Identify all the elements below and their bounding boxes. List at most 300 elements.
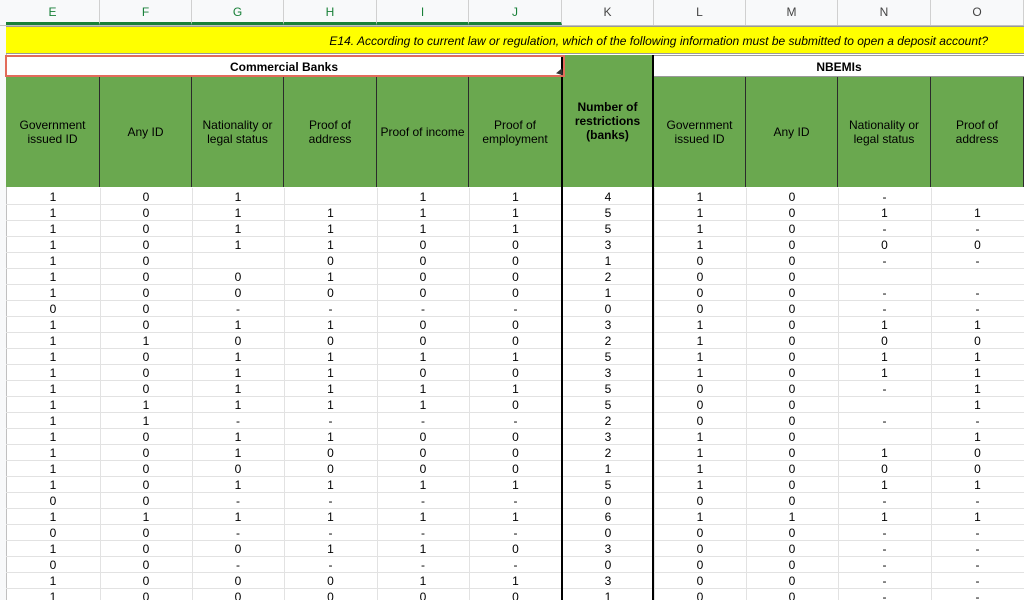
data-cell-e[interactable]: 1 (49, 270, 57, 284)
data-cell-l[interactable]: 0 (696, 286, 704, 300)
data-cell-l[interactable]: 0 (696, 542, 704, 556)
data-cell-h[interactable]: 1 (327, 542, 334, 556)
data-cell-h[interactable]: 1 (327, 510, 334, 524)
data-cell-k[interactable]: 4 (604, 190, 612, 204)
data-cell-i[interactable]: 1 (419, 190, 427, 204)
data-cell-g[interactable]: 0 (234, 590, 242, 600)
data-cell-i[interactable]: - (421, 414, 425, 428)
data-cell-l[interactable]: 0 (696, 414, 704, 428)
data-cell-k[interactable]: 2 (604, 270, 612, 284)
data-cell-k[interactable]: 5 (604, 382, 612, 396)
data-cell-l[interactable]: 1 (696, 462, 704, 476)
data-cell-n[interactable]: - (882, 590, 887, 600)
data-cell-l[interactable]: 0 (696, 254, 704, 268)
data-cell-m[interactable]: 0 (788, 334, 796, 348)
data-cell-o[interactable]: - (975, 558, 980, 572)
data-cell-n[interactable]: - (882, 542, 887, 556)
data-cell-l[interactable]: 1 (696, 190, 704, 204)
data-cell-n[interactable] (838, 429, 931, 445)
data-cell-k[interactable]: 5 (604, 222, 612, 236)
data-cell-e[interactable]: 1 (49, 238, 57, 252)
data-cell-e[interactable]: 1 (49, 414, 57, 428)
data-cell-n[interactable]: 1 (881, 318, 888, 332)
data-cell-f[interactable]: 0 (142, 286, 150, 300)
data-cell-o[interactable]: - (975, 254, 980, 268)
data-cell-j[interactable]: 0 (512, 398, 519, 412)
data-cell-g[interactable]: 0 (234, 574, 242, 588)
data-cell-g[interactable]: 1 (234, 398, 242, 412)
data-cell-l[interactable]: 1 (696, 238, 704, 252)
header-cell-e[interactable]: Government issued ID (6, 77, 100, 187)
data-cell-i[interactable]: 0 (419, 254, 427, 268)
data-cell-i[interactable]: - (421, 558, 425, 572)
data-cell-j[interactable]: 1 (512, 574, 519, 588)
data-cell-g[interactable]: 1 (234, 446, 242, 460)
data-cell-o[interactable]: 1 (974, 478, 981, 492)
data-cell-g[interactable]: - (236, 526, 240, 540)
data-cell-g[interactable]: 1 (234, 206, 242, 220)
data-cell-i[interactable]: 1 (419, 510, 427, 524)
data-cell-g[interactable]: 0 (234, 542, 242, 556)
column-header-h[interactable]: H (284, 0, 377, 25)
data-cell-i[interactable]: 0 (419, 286, 427, 300)
data-cell-j[interactable]: - (513, 302, 518, 316)
data-cell-e[interactable]: 0 (49, 302, 57, 316)
data-cell-e[interactable]: 1 (49, 318, 57, 332)
column-header-i[interactable]: I (377, 0, 469, 25)
data-cell-h[interactable]: 1 (327, 318, 334, 332)
data-cell-k[interactable]: 1 (604, 590, 612, 600)
data-cell-h[interactable]: 1 (327, 398, 334, 412)
data-cell-i[interactable]: 0 (419, 462, 427, 476)
data-cell-m[interactable]: 0 (788, 494, 796, 508)
data-cell-j[interactable]: 1 (512, 222, 519, 236)
header-cell-j[interactable]: Proof of employment (469, 77, 562, 187)
data-cell-m[interactable]: 0 (788, 318, 796, 332)
data-cell-g[interactable]: 1 (234, 238, 242, 252)
data-cell-k[interactable]: 2 (604, 446, 612, 460)
data-cell-l[interactable]: 1 (696, 430, 704, 444)
data-cell-h[interactable]: 0 (327, 286, 334, 300)
data-cell-j[interactable]: 0 (512, 270, 519, 284)
data-cell-o[interactable]: - (975, 542, 980, 556)
data-cell-k[interactable]: 0 (604, 302, 612, 316)
data-cell-f[interactable]: 1 (142, 398, 150, 412)
data-cell-j[interactable]: 0 (512, 590, 519, 600)
data-cell-e[interactable]: 1 (49, 398, 57, 412)
data-cell-j[interactable]: 1 (512, 190, 519, 204)
data-cell-k[interactable]: 3 (604, 318, 612, 332)
data-cell-o[interactable]: 0 (974, 238, 981, 252)
data-cell-m[interactable]: 0 (788, 222, 796, 236)
data-cell-f[interactable]: 1 (142, 334, 150, 348)
column-header-f[interactable]: F (100, 0, 192, 25)
data-cell-i[interactable]: 1 (419, 382, 427, 396)
data-cell-k[interactable]: 3 (604, 542, 612, 556)
data-cell-f[interactable]: 0 (142, 366, 150, 380)
data-cell-l[interactable]: 1 (696, 350, 704, 364)
data-cell-i[interactable]: 1 (419, 574, 427, 588)
data-cell-l[interactable]: 1 (696, 222, 704, 236)
data-cell-e[interactable]: 1 (49, 446, 57, 460)
header-cell-n[interactable]: Nationality or legal status (838, 77, 931, 187)
data-cell-e[interactable]: 1 (49, 286, 57, 300)
column-header-j[interactable]: J (469, 0, 562, 25)
data-cell-i[interactable]: - (421, 302, 425, 316)
data-cell-n[interactable]: 1 (881, 510, 888, 524)
data-cell-l[interactable]: 1 (696, 366, 704, 380)
data-cell-m[interactable]: 0 (788, 238, 796, 252)
data-cell-m[interactable]: 0 (788, 574, 796, 588)
data-cell-m[interactable]: 0 (788, 478, 796, 492)
data-cell-h[interactable]: 0 (327, 446, 334, 460)
data-cell-o[interactable]: - (975, 574, 980, 588)
data-cell-j[interactable]: - (513, 494, 518, 508)
data-cell-m[interactable]: 0 (788, 542, 796, 556)
data-cell-m[interactable]: 0 (788, 302, 796, 316)
data-cell-o[interactable]: - (975, 414, 980, 428)
data-cell-e[interactable]: 1 (49, 254, 57, 268)
data-cell-g[interactable]: 0 (234, 270, 242, 284)
data-cell-i[interactable]: 0 (419, 318, 427, 332)
data-cell-h[interactable]: - (328, 302, 333, 316)
data-cell-e[interactable]: 1 (49, 430, 57, 444)
data-cell-j[interactable]: 0 (512, 254, 519, 268)
data-cell-n[interactable]: 1 (881, 350, 888, 364)
data-cell-i[interactable]: 1 (419, 478, 427, 492)
data-cell-m[interactable]: 0 (788, 398, 796, 412)
data-cell-j[interactable]: 1 (512, 382, 519, 396)
data-cell-i[interactable]: 1 (419, 398, 427, 412)
data-cell-n[interactable]: 1 (881, 478, 888, 492)
data-cell-m[interactable]: 0 (788, 350, 796, 364)
data-cell-e[interactable]: 1 (49, 350, 57, 364)
data-cell-n[interactable] (838, 397, 931, 413)
data-cell-e[interactable]: 1 (49, 590, 57, 600)
data-cell-l[interactable]: 0 (696, 574, 704, 588)
data-cell-i[interactable]: - (421, 526, 425, 540)
data-cell-g[interactable]: 1 (234, 478, 242, 492)
data-cell-e[interactable]: 1 (49, 382, 57, 396)
data-cell-n[interactable]: 1 (881, 446, 888, 460)
data-cell-o[interactable]: - (975, 590, 980, 600)
data-cell-i[interactable]: 0 (419, 430, 427, 444)
data-cell-g[interactable]: 1 (234, 350, 242, 364)
data-cell-f[interactable]: 0 (142, 494, 150, 508)
data-cell-o[interactable]: 1 (974, 318, 981, 332)
data-cell-m[interactable]: 0 (788, 190, 796, 204)
data-cell-f[interactable]: 0 (142, 350, 150, 364)
data-cell-n[interactable]: - (882, 558, 887, 572)
data-cell-l[interactable]: 0 (696, 590, 704, 600)
data-cell-j[interactable]: 0 (512, 542, 519, 556)
data-cell-h[interactable]: 1 (327, 222, 334, 236)
column-header-o[interactable]: O (931, 0, 1024, 25)
header-cell-l[interactable]: Government issued ID (654, 77, 746, 187)
data-cell-f[interactable]: 0 (142, 270, 150, 284)
data-cell-n[interactable]: - (882, 286, 887, 300)
data-cell-m[interactable]: 0 (788, 446, 796, 460)
data-cell-l[interactable]: 1 (696, 206, 704, 220)
data-cell-j[interactable]: 0 (512, 238, 519, 252)
data-cell-j[interactable]: 0 (512, 286, 519, 300)
data-cell-g[interactable]: - (236, 414, 240, 428)
data-cell-k[interactable]: 2 (604, 334, 612, 348)
data-cell-i[interactable]: 0 (419, 270, 427, 284)
data-cell-m[interactable]: 0 (788, 462, 796, 476)
data-cell-k[interactable]: 3 (604, 238, 612, 252)
data-cell-f[interactable]: 0 (142, 478, 150, 492)
data-cell-h[interactable]: 1 (327, 430, 334, 444)
data-cell-n[interactable]: - (882, 494, 887, 508)
column-header-e[interactable]: E (6, 0, 100, 25)
data-cell-m[interactable]: 0 (788, 558, 796, 572)
data-cell-k[interactable]: 1 (604, 462, 612, 476)
data-cell-o[interactable]: 1 (974, 398, 981, 412)
data-cell-k[interactable]: 3 (604, 366, 612, 380)
data-cell-g[interactable] (192, 253, 284, 269)
data-cell-n[interactable]: - (882, 414, 887, 428)
data-cell-m[interactable]: 1 (788, 510, 796, 524)
data-cell-e[interactable]: 0 (49, 526, 57, 540)
column-header-g[interactable]: G (192, 0, 284, 25)
data-cell-i[interactable]: 1 (419, 206, 427, 220)
data-cell-m[interactable]: 0 (788, 366, 796, 380)
data-cell-i[interactable]: 0 (419, 238, 427, 252)
data-cell-h[interactable]: 0 (327, 590, 334, 600)
data-cell-o[interactable] (931, 269, 1024, 285)
data-cell-k[interactable]: 5 (604, 478, 612, 492)
data-cell-j[interactable]: 0 (512, 430, 519, 444)
data-cell-m[interactable]: 0 (788, 382, 796, 396)
header-cell-m[interactable]: Any ID (746, 77, 838, 187)
data-cell-e[interactable]: 1 (49, 334, 57, 348)
data-cell-h[interactable] (284, 189, 377, 205)
data-cell-g[interactable]: - (236, 302, 240, 316)
data-cell-n[interactable]: 0 (881, 334, 888, 348)
data-cell-e[interactable]: 1 (49, 478, 57, 492)
data-cell-n[interactable]: - (882, 382, 887, 396)
data-cell-j[interactable]: 0 (512, 334, 519, 348)
data-cell-n[interactable]: - (882, 190, 887, 204)
data-cell-e[interactable]: 0 (49, 494, 57, 508)
data-cell-i[interactable]: 0 (419, 334, 427, 348)
data-cell-l[interactable]: 1 (696, 478, 704, 492)
data-cell-j[interactable]: 0 (512, 318, 519, 332)
data-cell-k[interactable]: 6 (604, 510, 612, 524)
data-cell-j[interactable]: 1 (512, 206, 519, 220)
data-cell-g[interactable]: 0 (234, 462, 242, 476)
data-cell-e[interactable]: 0 (49, 558, 57, 572)
data-cell-l[interactable]: 0 (696, 270, 704, 284)
column-header-k[interactable]: K (562, 0, 654, 25)
data-cell-l[interactable]: 0 (696, 558, 704, 572)
data-cell-l[interactable]: 1 (696, 318, 704, 332)
data-cell-i[interactable]: - (421, 494, 425, 508)
data-cell-m[interactable]: 0 (788, 526, 796, 540)
data-cell-o[interactable]: 1 (974, 206, 981, 220)
data-cell-l[interactable]: 1 (696, 446, 704, 460)
data-cell-o[interactable]: - (975, 222, 980, 236)
data-cell-o[interactable]: - (975, 494, 980, 508)
data-cell-k[interactable]: 0 (604, 494, 612, 508)
data-cell-o[interactable]: 1 (974, 350, 981, 364)
data-cell-h[interactable]: - (328, 558, 333, 572)
data-cell-l[interactable]: 1 (696, 510, 704, 524)
data-cell-i[interactable]: 1 (419, 222, 427, 236)
data-cell-e[interactable]: 1 (49, 510, 57, 524)
data-cell-f[interactable]: 0 (142, 430, 150, 444)
data-cell-n[interactable]: - (882, 222, 887, 236)
data-cell-o[interactable]: - (975, 526, 980, 540)
data-cell-f[interactable]: 0 (142, 302, 150, 316)
data-cell-l[interactable]: 0 (696, 302, 704, 316)
data-cell-f[interactable]: 0 (142, 526, 150, 540)
data-cell-j[interactable]: 0 (512, 366, 519, 380)
data-cell-n[interactable]: - (882, 574, 887, 588)
data-cell-h[interactable]: 0 (327, 254, 334, 268)
data-cell-f[interactable]: 0 (142, 574, 150, 588)
data-cell-f[interactable]: 0 (142, 318, 150, 332)
data-cell-f[interactable]: 0 (142, 462, 150, 476)
data-cell-h[interactable]: 0 (327, 334, 334, 348)
data-cell-k[interactable]: 5 (604, 206, 612, 220)
data-cell-h[interactable]: 1 (327, 478, 334, 492)
group-header-commercial-banks[interactable]: Commercial Banks (6, 55, 562, 77)
data-cell-n[interactable]: - (882, 526, 887, 540)
data-cell-f[interactable]: 0 (142, 590, 150, 600)
data-cell-j[interactable]: - (513, 558, 518, 572)
data-cell-g[interactable]: 1 (234, 318, 242, 332)
data-cell-h[interactable]: 1 (327, 350, 334, 364)
data-cell-h[interactable]: 1 (327, 206, 334, 220)
header-cell-i[interactable]: Proof of income (377, 77, 469, 187)
data-cell-e[interactable]: 1 (49, 206, 57, 220)
data-cell-o[interactable]: 0 (974, 334, 981, 348)
data-cell-o[interactable]: - (975, 302, 980, 316)
data-cell-h[interactable]: 0 (327, 462, 334, 476)
data-cell-k[interactable]: 3 (604, 430, 612, 444)
data-cell-k[interactable]: 0 (604, 558, 612, 572)
data-cell-g[interactable]: 0 (234, 334, 242, 348)
data-cell-h[interactable]: 1 (327, 270, 334, 284)
data-cell-g[interactable]: 0 (234, 286, 242, 300)
data-cell-j[interactable]: 1 (512, 478, 519, 492)
data-cell-o[interactable]: 1 (974, 430, 981, 444)
data-cell-k[interactable]: 5 (604, 350, 612, 364)
data-cell-n[interactable] (838, 269, 931, 285)
header-cell-f[interactable]: Any ID (100, 77, 192, 187)
data-cell-h[interactable]: - (328, 414, 333, 428)
data-cell-l[interactable]: 0 (696, 398, 704, 412)
data-cell-i[interactable]: 1 (419, 542, 427, 556)
data-cell-k[interactable]: 3 (604, 574, 612, 588)
data-cell-m[interactable]: 0 (788, 254, 796, 268)
data-cell-l[interactable]: 0 (696, 382, 704, 396)
data-cell-k[interactable]: 1 (604, 286, 612, 300)
data-cell-j[interactable]: 1 (512, 510, 519, 524)
data-cell-m[interactable]: 0 (788, 270, 796, 284)
data-cell-f[interactable]: 1 (142, 414, 150, 428)
data-cell-i[interactable]: 1 (419, 350, 427, 364)
data-cell-o[interactable]: 0 (974, 462, 981, 476)
data-cell-m[interactable]: 0 (788, 414, 796, 428)
data-cell-m[interactable]: 0 (788, 430, 796, 444)
data-cell-o[interactable]: 0 (974, 446, 981, 460)
data-cell-h[interactable]: 0 (327, 574, 334, 588)
data-cell-j[interactable]: - (513, 526, 518, 540)
data-cell-h[interactable]: 1 (327, 366, 334, 380)
group-header-nbemis[interactable]: NBEMIs (654, 55, 1024, 77)
data-cell-k[interactable]: 2 (604, 414, 612, 428)
column-header-m[interactable]: M (746, 0, 838, 25)
data-cell-g[interactable]: 1 (234, 430, 242, 444)
data-cell-i[interactable]: 0 (419, 446, 427, 460)
column-header-l[interactable]: L (654, 0, 746, 25)
data-cell-i[interactable]: 0 (419, 366, 427, 380)
data-cell-f[interactable]: 0 (142, 382, 150, 396)
data-cell-e[interactable]: 1 (49, 542, 57, 556)
data-cell-m[interactable]: 0 (788, 286, 796, 300)
data-cell-o[interactable]: 1 (974, 366, 981, 380)
data-cell-k[interactable]: 1 (604, 254, 612, 268)
data-cell-j[interactable]: - (513, 414, 518, 428)
data-cell-l[interactable]: 0 (696, 494, 704, 508)
data-cell-e[interactable]: 1 (49, 190, 57, 204)
data-cell-k[interactable]: 5 (604, 398, 612, 412)
data-cell-g[interactable]: 1 (234, 222, 242, 236)
data-cell-o[interactable]: 1 (974, 510, 981, 524)
data-cell-f[interactable]: 0 (142, 206, 150, 220)
data-cell-m[interactable]: 0 (788, 206, 796, 220)
data-cell-n[interactable]: 0 (881, 462, 888, 476)
header-cell-o[interactable]: Proof of address (931, 77, 1024, 187)
data-cell-h[interactable]: - (328, 526, 333, 540)
data-cell-g[interactable]: 1 (234, 510, 242, 524)
data-cell-n[interactable]: 1 (881, 206, 888, 220)
data-cell-n[interactable]: 0 (881, 238, 888, 252)
data-cell-g[interactable]: 1 (234, 382, 242, 396)
data-cell-k[interactable]: 0 (604, 526, 612, 540)
data-cell-g[interactable]: 1 (234, 190, 242, 204)
data-cell-o[interactable]: - (975, 286, 980, 300)
data-cell-n[interactable]: 1 (881, 366, 888, 380)
data-cell-o[interactable] (931, 189, 1024, 205)
data-cell-f[interactable]: 0 (142, 238, 150, 252)
data-cell-i[interactable]: 0 (419, 590, 427, 600)
data-cell-f[interactable]: 0 (142, 254, 150, 268)
data-cell-n[interactable]: - (882, 302, 887, 316)
data-cell-f[interactable]: 0 (142, 542, 150, 556)
data-cell-m[interactable]: 0 (788, 590, 796, 600)
header-cell-g[interactable]: Nationality or legal status (192, 77, 284, 187)
data-cell-j[interactable]: 1 (512, 350, 519, 364)
data-cell-j[interactable]: 0 (512, 446, 519, 460)
data-cell-f[interactable]: 1 (142, 510, 150, 524)
data-cell-h[interactable]: 1 (327, 238, 334, 252)
data-cell-f[interactable]: 0 (142, 190, 150, 204)
data-cell-f[interactable]: 0 (142, 558, 150, 572)
data-cell-h[interactable]: - (328, 494, 333, 508)
data-cell-g[interactable]: - (236, 558, 240, 572)
data-cell-l[interactable]: 0 (696, 526, 704, 540)
column-header-n[interactable]: N (838, 0, 931, 25)
data-cell-e[interactable]: 1 (49, 366, 57, 380)
data-cell-g[interactable]: 1 (234, 366, 242, 380)
data-cell-l[interactable]: 1 (696, 334, 704, 348)
data-cell-j[interactable]: 0 (512, 462, 519, 476)
header-cell-k[interactable]: Number of restrictions (banks) (562, 55, 654, 187)
